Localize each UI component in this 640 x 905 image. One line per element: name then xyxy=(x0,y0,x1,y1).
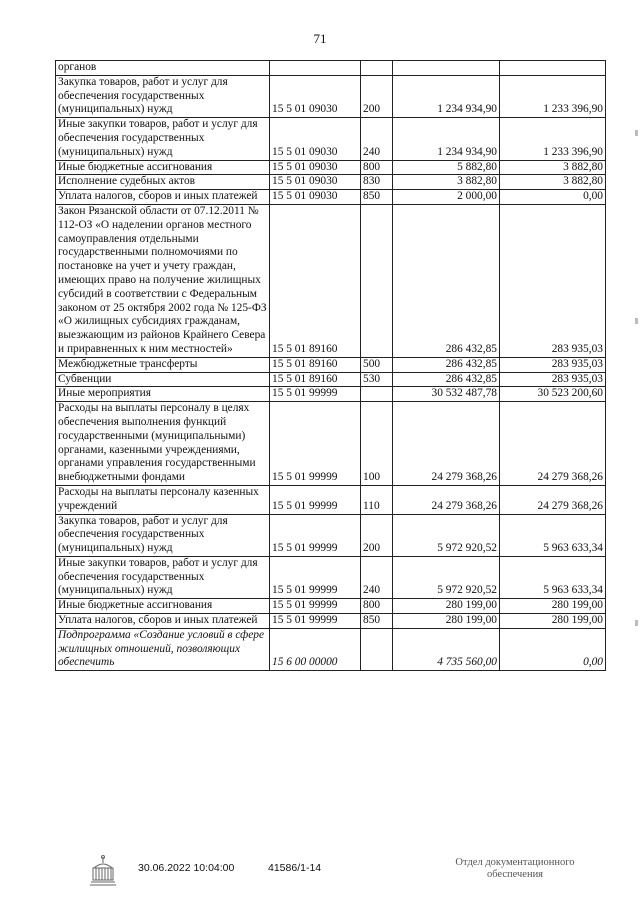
row-code-cell: 15 5 01 09030 xyxy=(270,190,361,205)
page-number: 71 xyxy=(313,31,327,46)
row-value-2022-cell xyxy=(500,61,606,76)
row-value-2021-cell: 5 972 920,52 xyxy=(393,514,500,556)
row-type-cell: 830 xyxy=(361,175,393,190)
row-value-2021-cell: 286 432,85 xyxy=(393,372,500,387)
row-value-2022-cell: 24 279 368,26 xyxy=(500,402,606,486)
row-type-cell xyxy=(361,204,393,357)
row-code-cell: 15 5 01 89160 xyxy=(270,372,361,387)
row-name-cell: Закон Рязанской области от 07.12.2011 № 112-ОЗ «О наделении органов местного самоуправления отдельными государственными полномочиями по постановке на учет и учету граждан, имеющих право на получение жилищных субсидий в соответствии с Федеральным законом от 25 октября 2002 года № 125-ФЗ «О жилищных субсидиях гражданам, выезжающим из районов Крайнего Севера и приравненных к ним местностей» xyxy=(56,204,270,357)
row-code-cell: 15 6 00 00000 xyxy=(270,628,361,670)
row-type-cell: 200 xyxy=(361,75,393,117)
row-value-2022-cell: 280 199,00 xyxy=(500,599,606,614)
row-name-cell: Субвенции xyxy=(56,372,270,387)
row-type-cell: 200 xyxy=(361,514,393,556)
row-name-cell: Расходы на выплаты персоналу в целях обеспечения выполнения функций государственными (муниципальными) органами, казенными учреждениями, органами управления государственными внебюджетными фондами xyxy=(56,402,270,486)
row-code-cell: 15 5 01 89160 xyxy=(270,204,361,357)
row-value-2022-cell: 283 935,03 xyxy=(500,357,606,372)
emblem-icon xyxy=(88,854,118,890)
table-row xyxy=(56,485,606,514)
table-row xyxy=(56,61,606,76)
row-type-cell: 240 xyxy=(361,118,393,160)
row-value-2021-cell: 286 432,85 xyxy=(393,357,500,372)
row-value-2021-cell: 280 199,00 xyxy=(393,599,500,614)
row-value-2022-cell: 283 935,03 xyxy=(500,372,606,387)
row-value-2022-cell: 0,00 xyxy=(500,190,606,205)
table-row xyxy=(56,190,606,205)
scan-edge-mark xyxy=(635,318,638,324)
row-name-cell: Межбюджетные трансферты xyxy=(56,357,270,372)
table-row xyxy=(56,175,606,190)
row-type-cell: 800 xyxy=(361,599,393,614)
row-name-cell: Подпрограмма «Создание условий в сфере жилищных отношений, позволяющих обеспечить xyxy=(56,628,270,670)
footer-doc-number: 41586/1-14 xyxy=(268,862,322,874)
row-name-cell: Уплата налогов, сборов и иных платежей xyxy=(56,614,270,629)
row-value-2021-cell: 5 972 920,52 xyxy=(393,556,500,598)
row-code-cell: 15 5 01 99999 xyxy=(270,556,361,598)
table-row xyxy=(56,402,606,486)
row-value-2021-cell: 1 234 934,90 xyxy=(393,75,500,117)
table-row xyxy=(56,372,606,387)
table-row xyxy=(56,118,606,160)
row-code-cell: 15 5 01 09030 xyxy=(270,160,361,175)
footer-department: Отдел документационного обеспечения xyxy=(455,857,575,880)
scan-edge-mark xyxy=(635,130,638,136)
row-value-2022-cell: 1 233 396,90 xyxy=(500,75,606,117)
row-type-cell: 800 xyxy=(361,160,393,175)
row-name-cell: Расходы на выплаты персоналу казенных учреждений xyxy=(56,485,270,514)
row-code-cell: 15 5 01 99999 xyxy=(270,402,361,486)
row-value-2022-cell: 24 279 368,26 xyxy=(500,485,606,514)
row-code-cell: 15 5 01 99999 xyxy=(270,614,361,629)
row-type-cell: 850 xyxy=(361,190,393,205)
row-value-2022-cell: 1 233 396,90 xyxy=(500,118,606,160)
row-name-cell: Закупка товаров, работ и услуг для обеспечения государственных (муниципальных) нужд xyxy=(56,514,270,556)
row-name-cell: Иные бюджетные ассигнования xyxy=(56,160,270,175)
page-footer xyxy=(0,854,640,894)
table-row xyxy=(56,614,606,629)
row-name-cell: Иные закупки товаров, работ и услуг для обеспечения государственных (муниципальных) нужд xyxy=(56,118,270,160)
row-code-cell: 15 5 01 09030 xyxy=(270,75,361,117)
row-value-2022-cell: 5 963 633,34 xyxy=(500,514,606,556)
row-value-2022-cell: 30 523 200,60 xyxy=(500,387,606,402)
row-value-2021-cell: 4 735 560,00 xyxy=(393,628,500,670)
table-row xyxy=(56,357,606,372)
scan-edge-mark xyxy=(635,620,638,626)
row-value-2021-cell: 24 279 368,26 xyxy=(393,485,500,514)
row-name-cell: Уплата налогов, сборов и иных платежей xyxy=(56,190,270,205)
footer-datetime: 30.06.2022 10:04:00 xyxy=(138,862,235,874)
budget-table xyxy=(55,60,606,671)
row-value-2022-cell: 283 935,03 xyxy=(500,204,606,357)
row-type-cell xyxy=(361,61,393,76)
row-value-2021-cell: 30 532 487,78 xyxy=(393,387,500,402)
row-code-cell: 15 5 01 99999 xyxy=(270,485,361,514)
row-code-cell: 15 5 01 99999 xyxy=(270,387,361,402)
row-value-2021-cell: 24 279 368,26 xyxy=(393,402,500,486)
table-row xyxy=(56,514,606,556)
row-value-2022-cell: 0,00 xyxy=(500,628,606,670)
row-type-cell: 530 xyxy=(361,372,393,387)
row-value-2022-cell: 5 963 633,34 xyxy=(500,556,606,598)
row-value-2021-cell: 286 432,85 xyxy=(393,204,500,357)
row-name-cell: органов xyxy=(56,61,270,76)
table-row xyxy=(56,160,606,175)
table-row xyxy=(56,204,606,357)
row-value-2022-cell: 3 882,80 xyxy=(500,175,606,190)
row-value-2021-cell: 280 199,00 xyxy=(393,614,500,629)
row-code-cell xyxy=(270,61,361,76)
row-code-cell: 15 5 01 99999 xyxy=(270,599,361,614)
row-value-2021-cell: 5 882,80 xyxy=(393,160,500,175)
row-value-2021-cell: 1 234 934,90 xyxy=(393,118,500,160)
budget-table-body xyxy=(56,61,606,671)
row-code-cell: 15 5 01 09030 xyxy=(270,175,361,190)
row-type-cell xyxy=(361,387,393,402)
row-name-cell: Закупка товаров, работ и услуг для обеспечения государственных (муниципальных) нужд xyxy=(56,75,270,117)
row-value-2021-cell: 2 000,00 xyxy=(393,190,500,205)
row-type-cell: 500 xyxy=(361,357,393,372)
row-code-cell: 15 5 01 09030 xyxy=(270,118,361,160)
row-code-cell: 15 5 01 99999 xyxy=(270,514,361,556)
table-row xyxy=(56,556,606,598)
table-row xyxy=(56,387,606,402)
row-type-cell: 100 xyxy=(361,402,393,486)
row-value-2021-cell: 3 882,80 xyxy=(393,175,500,190)
row-value-2022-cell: 280 199,00 xyxy=(500,614,606,629)
row-type-cell: 850 xyxy=(361,614,393,629)
row-type-cell: 110 xyxy=(361,485,393,514)
row-type-cell xyxy=(361,628,393,670)
row-name-cell: Иные мероприятия xyxy=(56,387,270,402)
row-value-2022-cell: 3 882,80 xyxy=(500,160,606,175)
row-name-cell: Исполнение судебных актов xyxy=(56,175,270,190)
row-value-2021-cell xyxy=(393,61,500,76)
row-name-cell: Иные бюджетные ассигнования xyxy=(56,599,270,614)
table-row xyxy=(56,599,606,614)
table-row xyxy=(56,628,606,670)
table-row xyxy=(56,75,606,117)
row-code-cell: 15 5 01 89160 xyxy=(270,357,361,372)
row-name-cell: Иные закупки товаров, работ и услуг для обеспечения государственных (муниципальных) нужд xyxy=(56,556,270,598)
row-type-cell: 240 xyxy=(361,556,393,598)
